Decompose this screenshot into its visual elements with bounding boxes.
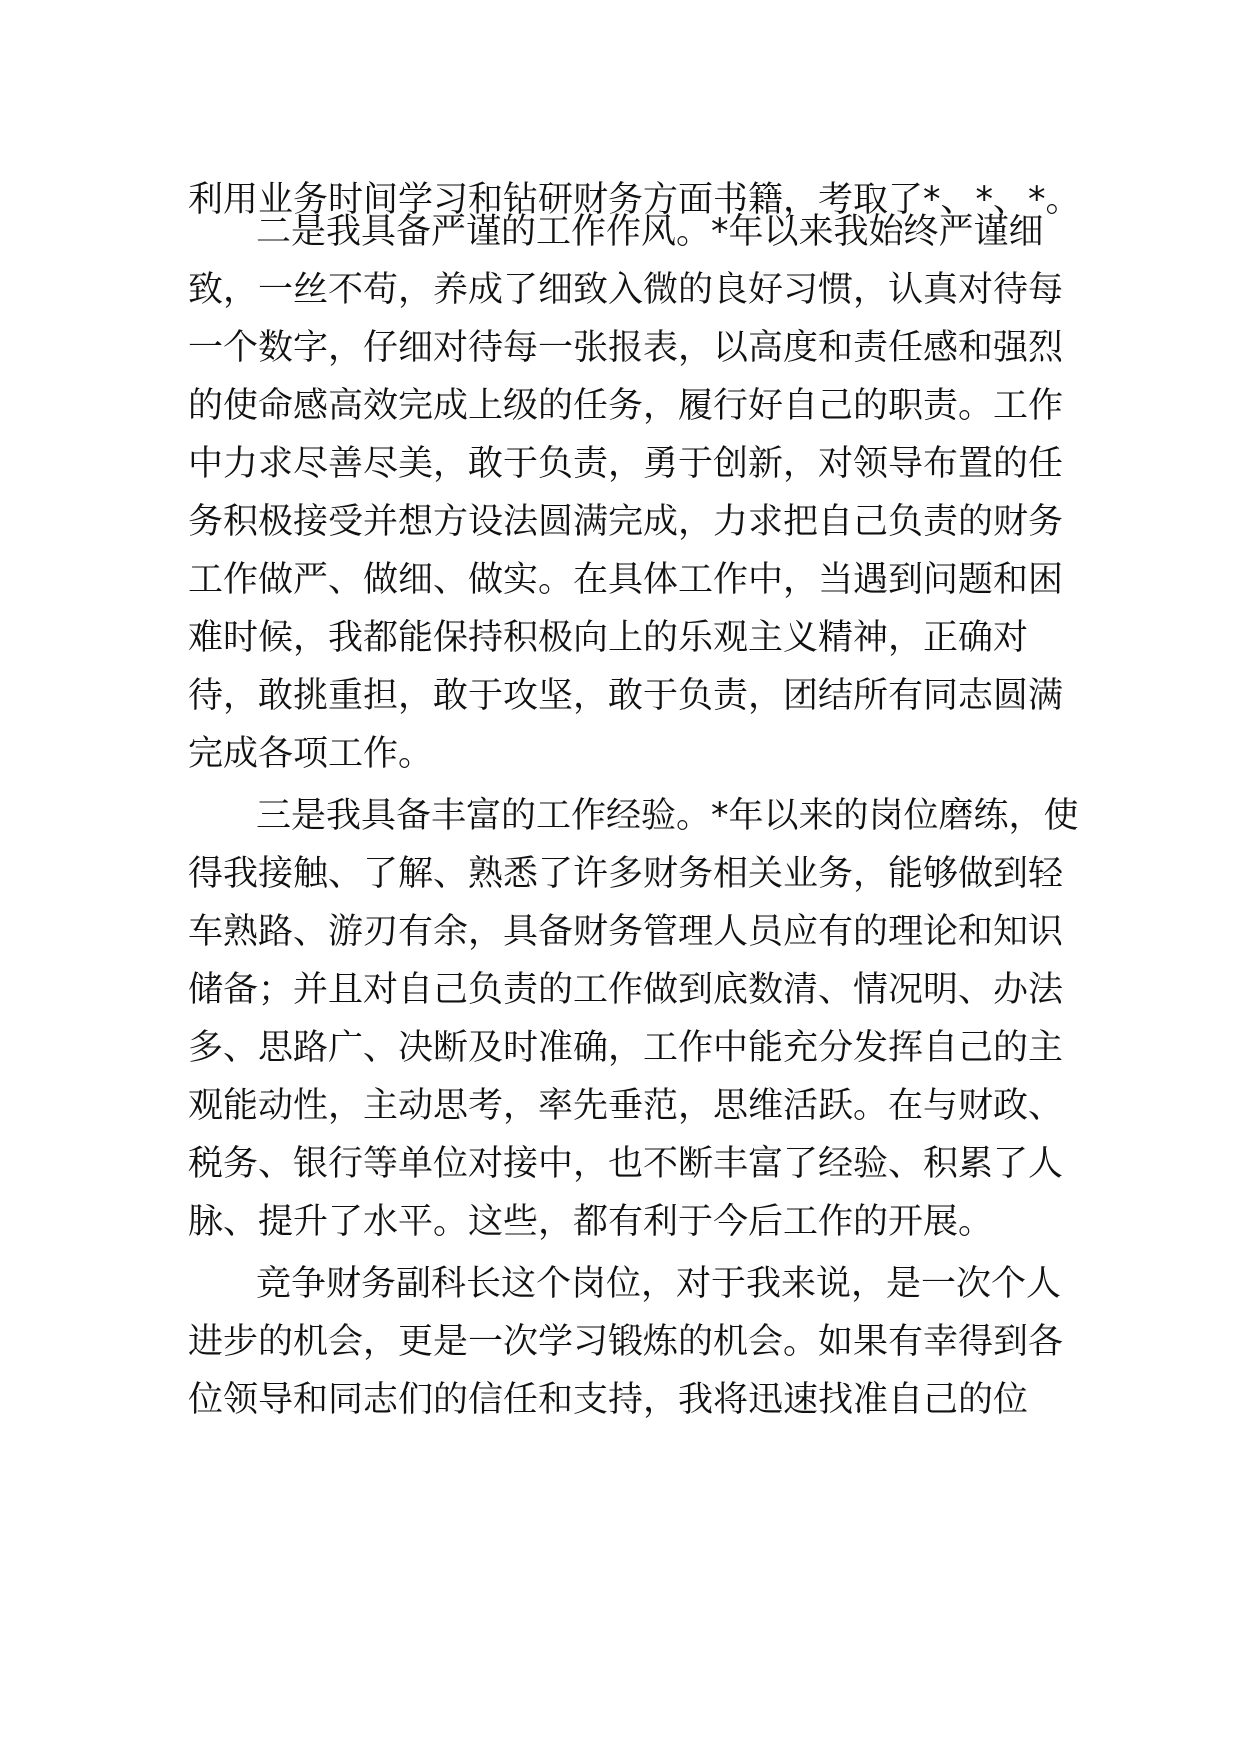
paragraph-start-line: 竞争财务副科长这个岗位，对于我来说，是一次个人 [256, 1264, 1062, 1304]
text-line: 难时候，我都能保持积极向上的乐观主义精神，正确对 [188, 618, 1029, 658]
text-line: 多、思路广、决断及时准确，工作中能充分发挥自己的主 [188, 1028, 1064, 1068]
text-line: 中力求尽善尽美，敢于负责，勇于创新，对领导布置的任 [188, 444, 1064, 484]
text-line: 储备；并且对自己负责的工作做到底数清、情况明、办法 [188, 970, 1064, 1010]
text-line: 进步的机会，更是一次学习锻炼的机会。如果有幸得到各 [188, 1322, 1064, 1362]
text-line: 待，敢挑重担，敢于攻坚，敢于负责，团结所有同志圆满 [188, 676, 1064, 716]
text-line: 得我接触、了解、熟悉了许多财务相关业务，能够做到轻 [188, 854, 1064, 894]
text-line: 一个数字，仔细对待每一张报表，以高度和责任感和强烈 [188, 328, 1064, 368]
paragraph-start-line: 三是我具备丰富的工作经验。*年以来的岗位磨练，使 [256, 796, 1079, 836]
text-line: 致，一丝不苟，养成了细致入微的良好习惯，认真对待每 [188, 270, 1064, 310]
paragraph-start-line: 二是我具备严谨的工作作风。*年以来我始终严谨细 [256, 212, 1044, 252]
text-line: 观能动性，主动思考，率先垂范，思维活跃。在与财政、 [188, 1086, 1064, 1126]
text-line: 工作做严、做细、做实。在具体工作中，当遇到问题和困 [188, 560, 1064, 600]
text-line: 位领导和同志们的信任和支持，我将迅速找准自己的位 [188, 1380, 1029, 1420]
text-line: 脉、提升了水平。这些，都有利于今后工作的开展。 [188, 1202, 994, 1242]
text-line: 务积极接受并想方设法圆满完成，力求把自己负责的财务 [188, 502, 1064, 542]
text-line: 完成各项工作。 [188, 734, 434, 774]
text-line: 的使命感高效完成上级的任务，履行好自己的职责。工作 [188, 386, 1064, 426]
text-line: 税务、银行等单位对接中，也不断丰富了经验、积累了人 [188, 1144, 1064, 1184]
text-line: 利用业务时间学习和钻研财务方面书籍，考取了*、*、*。 [188, 180, 1081, 220]
text-line: 车熟路、游刃有余，具备财务管理人员应有的理论和知识 [188, 912, 1064, 952]
